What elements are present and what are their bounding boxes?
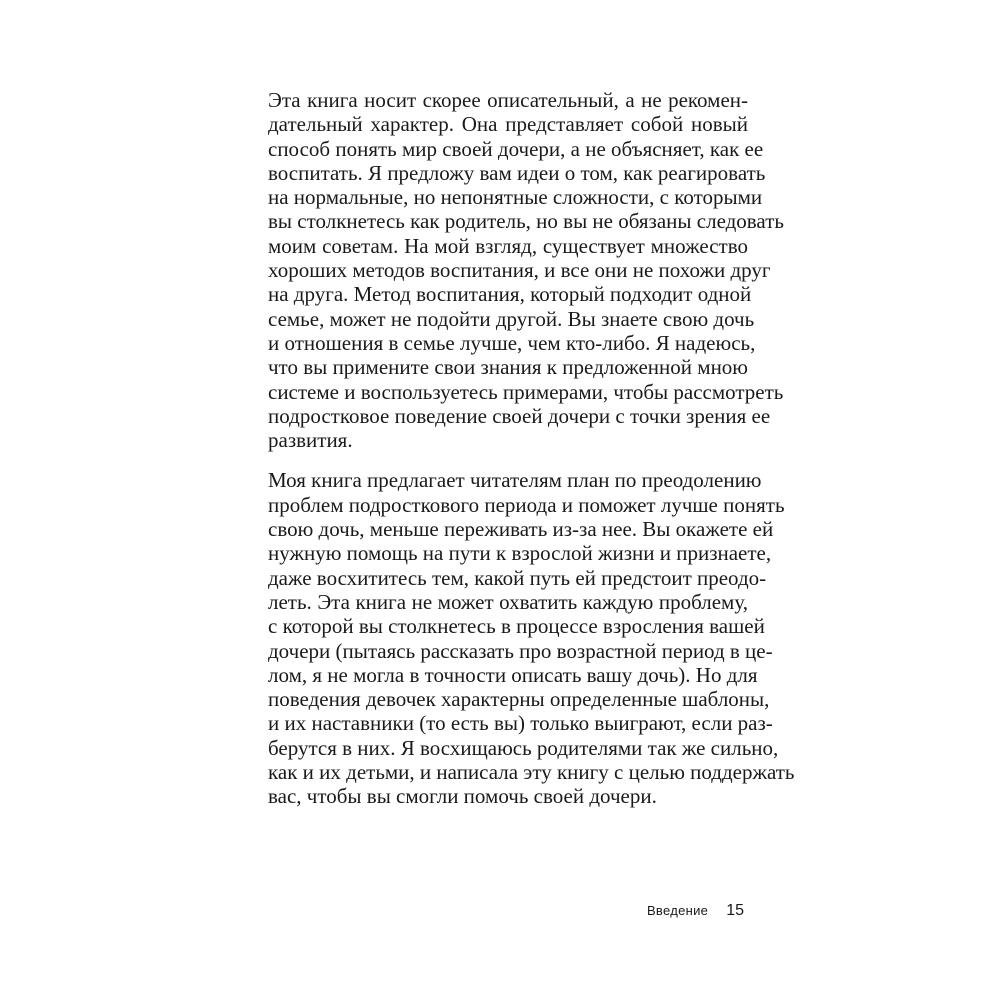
text-line: семье, может не подойти другой. Вы знаете свою дочь	[268, 306, 755, 331]
text-line: дочери (пытаясь рассказать про возрастной период в це-	[268, 638, 773, 663]
text-line: Моя книга предлагает читателям план по преодолению	[268, 468, 762, 493]
paragraph-2	[268, 468, 795, 809]
text-line: нужную помощь на пути к взрослой жизни и признаете,	[268, 541, 772, 566]
text-line: с которой вы столкнетесь в процессе взросления вашей	[268, 614, 765, 639]
text-line: и отношения в семье лучше, чем кто-либо. Я надеюсь,	[268, 330, 756, 355]
text-line: подростковое поведение своей дочери с точки зрения ее	[268, 403, 771, 428]
text-line: берутся в них. Я восхищаюсь родителями так же сильно,	[268, 735, 779, 760]
text-line: моим советам. На мой взгляд, существует множество	[268, 233, 748, 258]
text-line: леть. Эта книга не может охватить каждую проблему,	[268, 589, 748, 614]
text-line: и их наставники (то есть вы) только выиграют, если раз-	[268, 711, 773, 736]
text-line: Эта книга носит скорее описательный, а не рекомен-	[268, 88, 748, 112]
text-line: на друга. Метод воспитания, который подходит одной	[268, 282, 752, 307]
body-text	[268, 88, 795, 809]
page-footer	[560, 902, 744, 920]
text-line: как и их детьми, и написала эту книгу с целью поддержать	[268, 760, 795, 785]
text-line: хороших методов воспитания, и все они не похожи друг	[268, 258, 771, 283]
text-line: развития.	[268, 428, 353, 453]
text-line: вы столкнетесь как родитель, но вы не обязаны следовать	[268, 209, 784, 234]
text-line: вас, чтобы вы смогли помочь своей дочери.	[268, 784, 657, 809]
paragraph-1	[268, 88, 784, 453]
text-line: воспитать. Я предложу вам идеи о том, как реагировать	[268, 160, 766, 185]
text-line: на нормальные, но непонятные сложности, с которыми	[268, 185, 763, 210]
text-line: что вы примените свои знания к предложенной мною	[268, 355, 748, 380]
running-footer-title: Введение	[646, 903, 709, 918]
text-line: лом, я не могла в точности описать вашу дочь). Но для	[268, 662, 758, 687]
text-line: свою дочь, меньше переживать из-за нее. Вы окажете ей	[268, 517, 774, 542]
text-line: проблем подросткового периода и поможет лучше понять	[268, 492, 785, 517]
text-line: способ понять мир своей дочери, а не объясняет, как ее	[268, 136, 764, 161]
text-line: системе и воспользуетесь примерами, чтобы рассмотреть	[268, 379, 784, 404]
text-line: даже восхититесь тем, какой путь ей предстоит преодо-	[268, 565, 767, 590]
text-line: поведения девочек характерны определенные шаблоны,	[268, 687, 770, 712]
page-number: 15	[726, 902, 744, 919]
text-line: дательный характер. Она представляет собой новый	[268, 112, 748, 137]
